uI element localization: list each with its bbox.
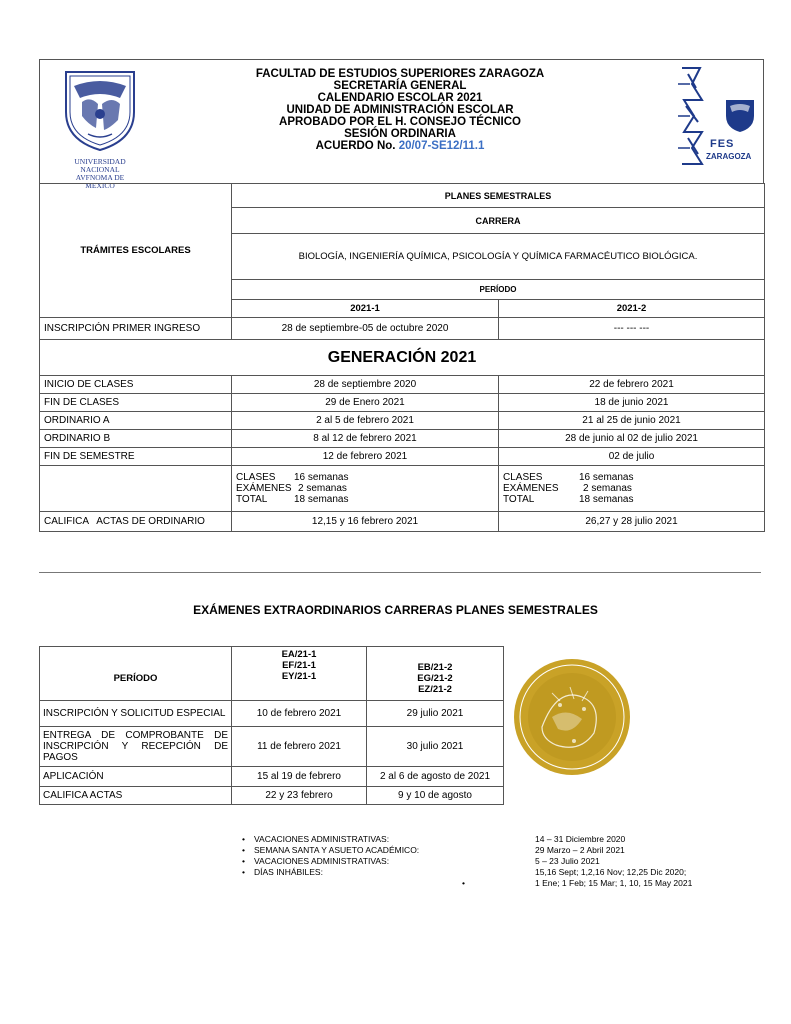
extra-row-value-cell [232,787,367,805]
extra-row-value-cell [232,727,367,767]
note-item [238,856,728,867]
row-value-cell [499,376,765,394]
periodo-cell [232,280,765,300]
extra-row-value: 9 y 10 de agosto [398,790,472,801]
extra-row-label-cell [40,727,232,767]
row-label-cell [40,376,232,394]
extra-row-value-cell [232,767,367,787]
fes-logo-icon [672,64,764,180]
weeks-value: 18 semanas [579,494,634,505]
note-item [238,878,728,889]
careers-list: BIOLOGÍA, INGENIERÍA QUÍMICA, PSICOLOGÍA Y QUÍMICA FARMACÉUTICO BIOLÓGICA. [298,251,698,262]
extra-row-value-cell [232,701,367,727]
unam-logo-line: UNIVERSIDAD NACIONAL [74,157,126,174]
row-value: 18 de junio 2021 [594,397,669,408]
planes-cell [232,184,765,208]
periodo-label: PERÍODO [479,285,517,294]
row-label-cell [40,448,232,466]
row-value: 12 de febrero 2021 [322,451,408,462]
extra-row-value-cell [367,727,504,767]
header-line: CALENDARIO ESCOLAR 2021 [317,92,483,104]
gold-seal [512,657,632,777]
unam-logo-line: AVFNOMA DE [75,173,125,182]
bullet-icon: • [462,878,465,888]
row-value: 2 al 5 de febrero 2021 [316,415,414,426]
row-label: FIN DE SEMESTRE [44,451,135,462]
zaragoza-text: ZARAGOZA [706,152,752,161]
note-value: 15,16 Sept; 1,2,16 Nov; 12,25 Dic 2020; [535,867,687,877]
note-value: 1 Ene; 1 Feb; 15 Mar; 1, 10, 15 May 2021 [535,878,693,888]
weeks-label: TOTAL [236,494,268,505]
extra-row-value-cell [367,787,504,805]
weeks-label: CLASES [236,472,276,483]
row-value: 29 de Enero 2021 [325,397,405,408]
bullet-icon: • [242,845,245,855]
extra-col-1 [232,647,367,701]
row-value: 12,15 y 16 febrero 2021 [311,516,419,527]
row-value-cell [499,318,765,340]
row-label: CALIFICA ACTAS DE ORDINARIO [44,516,205,527]
row-label-cell [40,512,232,532]
extra-row-value-cell [367,767,504,787]
weeks-line [503,483,764,494]
extra-periodo-cell [40,647,232,701]
tramites-title-cell [40,181,232,318]
extra-row-label-cell [40,787,232,805]
agreement-label: ACUERDO No. [315,140,396,152]
note-value: 5 – 23 Julio 2021 [535,856,600,866]
period-col-1 [232,300,499,318]
note-label: VACACIONES ADMINISTRATIVAS: [254,834,390,844]
extra-col-1-code: EF/21-1 [282,660,316,671]
extra-title: EXÁMENES EXTRAORDINARIOS CARRERAS PLANES SEMESTRALES [193,603,598,617]
fes-text: FES [710,138,735,150]
extra-row-value-cell [367,701,504,727]
note-item [238,834,728,845]
unam-logo-line: MEXICO [85,181,115,190]
row-value-cell [499,394,765,412]
row-value: 02 de julio [608,451,655,462]
row-value-cell [232,448,499,466]
weeks-line [503,472,764,483]
generation-cell [40,340,765,376]
extra-row-value: 11 de febrero 2021 [257,741,341,752]
weeks-label: TOTAL [503,494,535,505]
generation-title: GENERACIÓN 2021 [327,348,477,366]
bullet-icon: • [242,834,245,844]
calendar-table [39,183,765,532]
period-col-1-label: 2021-1 [350,303,380,314]
row-value: 21 al 25 de junio 2021 [582,415,681,426]
tramites-title: TRÁMITES ESCOLARES [80,245,191,256]
row-value-cell [232,412,499,430]
row-value-cell [499,430,765,448]
extra-col-2-code: EG/21-2 [417,673,453,684]
row-label: FIN DE CLASES [44,397,120,408]
header-line: APROBADO POR EL H. CONSEJO TÉCNICO [279,116,521,128]
extra-row-label-cell [40,767,232,787]
header-line: SECRETARÍA GENERAL [333,80,467,92]
row-label-cell [40,430,232,448]
careers-cell [232,234,765,280]
extra-periodo-label: PERÍODO [113,673,158,684]
header-line: UNIDAD DE ADMINISTRACIÓN ESCOLAR [286,104,514,116]
period-col-2-label: 2021-2 [616,303,647,314]
extra-col-2-code: EB/21-2 [417,662,453,673]
bullet-icon: • [242,867,245,877]
row-value-cell [232,318,499,340]
row-value: 8 al 12 de febrero 2021 [313,433,417,444]
extra-col-1-code: EY/21-1 [281,671,317,682]
unam-shield-icon [60,68,140,152]
fes-zaragoza-logo [672,64,764,180]
row-label: ORDINARIO A [44,415,110,426]
row-value: 28 de septiembre 2020 [313,379,417,390]
weeks-label: CLASES [503,472,543,483]
header-line: SESIÓN ORDINARIA [344,128,456,140]
unam-logo [60,68,140,190]
extra-row-value: 10 de febrero 2021 [256,708,342,719]
weeks-value: 16 semanas [294,472,349,483]
note-label: SEMANA SANTA Y ASUETO ACADÉMICO: [254,845,420,855]
extra-col-2-code: EZ/21-2 [418,684,452,695]
weeks-line [236,483,498,494]
note-item [238,845,728,856]
weeks-empty-cell [40,466,232,512]
weeks-cell-1 [232,466,499,512]
extra-row-label: ENTREGA DE COMPROBANTE DE INSCRIPCIÓN Y RECEPCIÓN DE PAGOS [43,730,228,763]
extra-row-label: APLICACIÓN [43,771,104,782]
row-value-cell [232,376,499,394]
bullet-icon: • [242,856,245,866]
weeks-value: 16 semanas [579,472,634,483]
extra-row-value: 29 julio 2021 [406,708,464,719]
note-label: DÍAS INHÁBILES: [254,867,323,877]
header-text [160,68,640,178]
agreement-line [160,140,640,153]
extra-row-label: INSCRIPCIÓN Y SOLICITUD ESPECIAL [43,708,226,719]
extra-row-label: CALIFICA ACTAS [43,790,123,801]
weeks-label: EXÁMENES [236,483,292,494]
note-value: 29 Marzo – 2 Abril 2021 [535,845,625,855]
extra-row-value: 30 julio 2021 [406,741,464,752]
row-value-cell [232,512,499,532]
note-value: 14 – 31 Diciembre 2020 [535,834,626,844]
planes-label: PLANES SEMESTRALES [444,190,552,201]
weeks-line [236,494,498,505]
carrera-cell [232,208,765,234]
note-label: VACACIONES ADMINISTRATIVAS: [254,856,390,866]
extra-col-2 [367,647,504,701]
seal-icon [512,657,632,777]
row-value: 28 de junio al 02 de julio 2021 [565,433,698,444]
notes-list [238,834,728,889]
weeks-label: EXÁMENES [503,483,559,494]
row-label-cell [40,318,232,340]
weeks-value: 2 semanas [583,483,632,494]
note-item [238,867,728,878]
weeks-value: 18 semanas [294,494,349,505]
header-line: FACULTAD DE ESTUDIOS SUPERIORES ZARAGOZA [255,68,545,80]
extra-row-value: 2 al 6 de agosto de 2021 [379,771,491,782]
extra-row-value: 15 al 19 de febrero [257,771,341,782]
period-col-2 [499,300,765,318]
row-value: --- --- --- [613,323,650,334]
weeks-value: 2 semanas [298,483,347,494]
row-value-cell [232,430,499,448]
row-label: ORDINARIO B [44,433,111,444]
weeks-cell-2 [499,466,765,512]
row-value-cell [499,448,765,466]
extra-col-1-code: EA/21-1 [281,649,317,660]
row-value-cell [232,394,499,412]
row-value-cell [499,512,765,532]
agreement-number: 20/07-SE12/11.1 [398,140,485,152]
carrera-label: CARRERA [475,215,521,226]
row-label: INICIO DE CLASES [44,379,134,390]
row-value: 28 de septiembre-05 de octubre 2020 [281,323,449,334]
weeks-line [236,472,498,483]
row-value: 26,27 y 28 julio 2021 [585,516,678,527]
row-label: INSCRIPCIÓN PRIMER INGRESO [44,323,201,334]
row-label-cell [40,412,232,430]
divider [39,572,761,573]
row-value: 22 de febrero 2021 [589,379,674,390]
row-label-cell [40,394,232,412]
weeks-line [503,494,764,505]
extra-table [39,646,504,805]
extra-row-label-cell [40,701,232,727]
extra-row-value: 22 y 23 febrero [265,790,333,801]
row-value-cell [499,412,765,430]
